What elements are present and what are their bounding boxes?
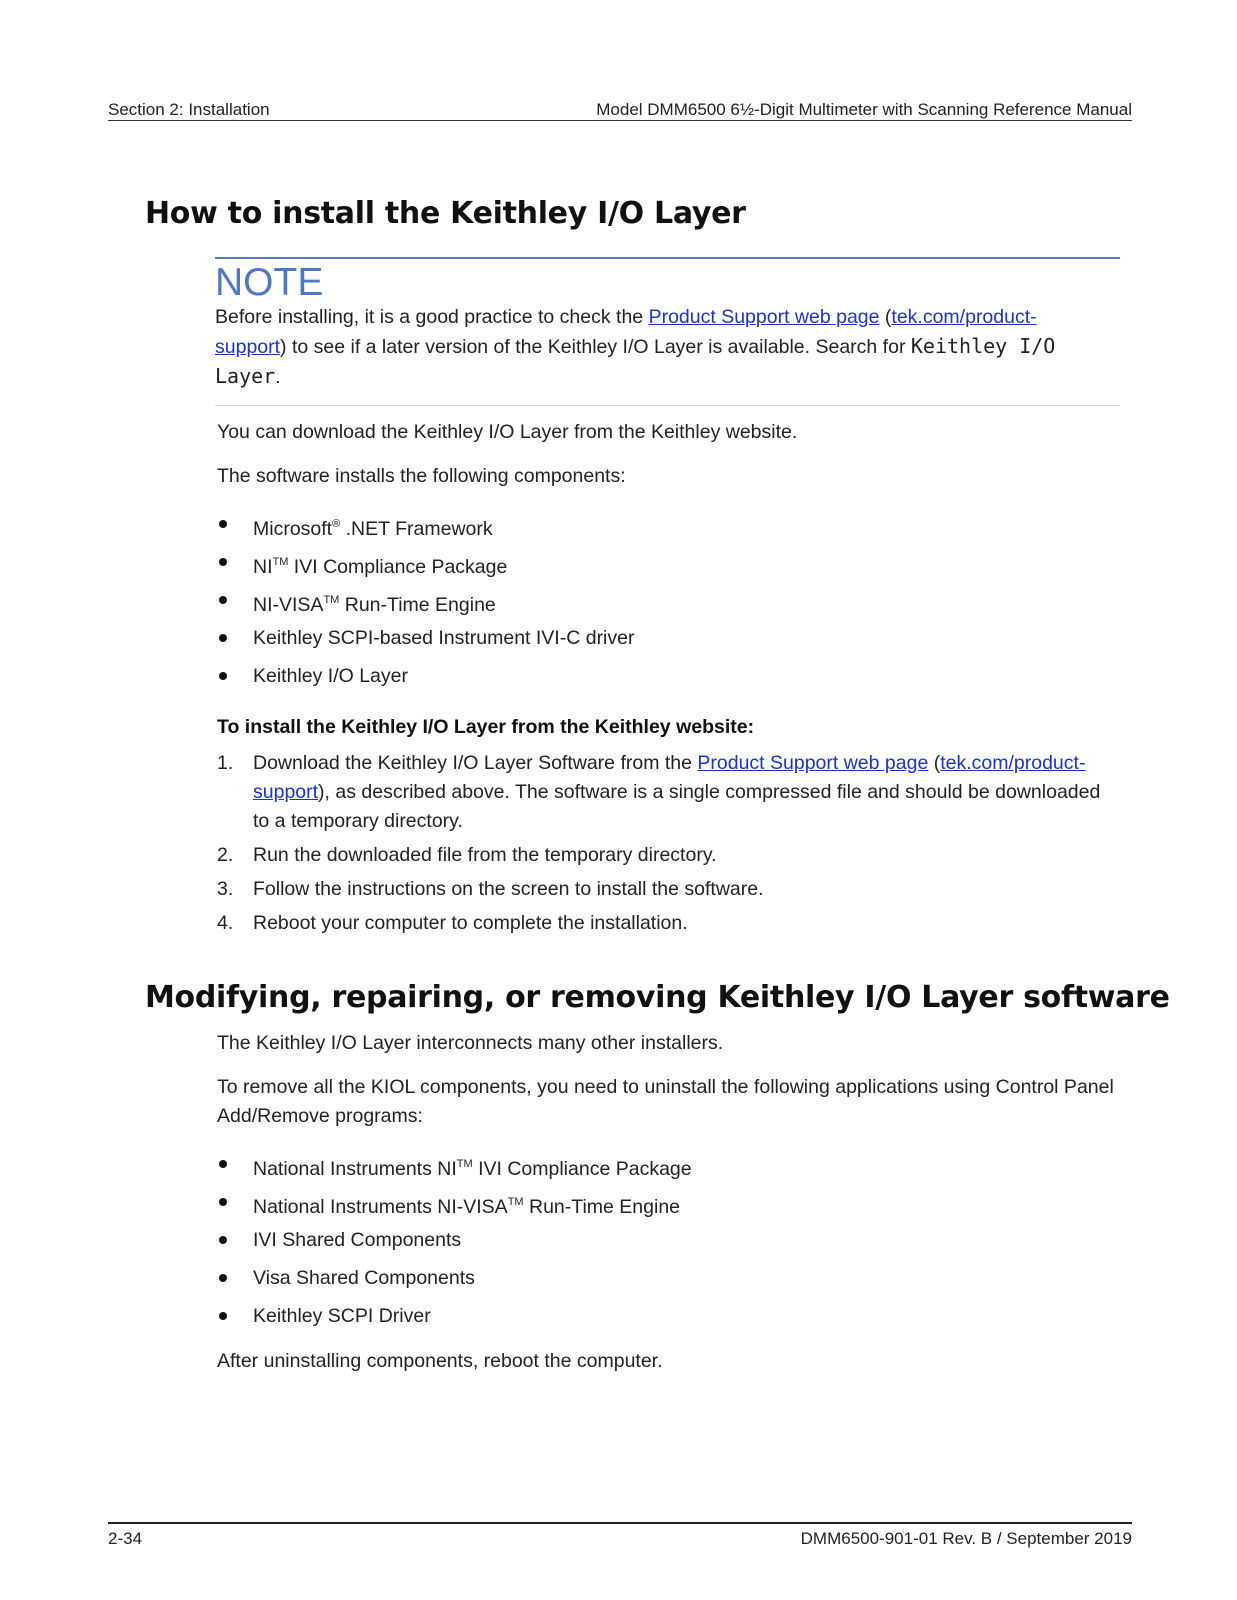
list-item: IVI Shared Components bbox=[217, 1226, 692, 1264]
step-item: 4. Reboot your computer to complete the installation. bbox=[217, 912, 688, 934]
note-text-part: ( bbox=[879, 306, 892, 328]
list-item: NI-VISA™ Run-Time Engine bbox=[217, 586, 634, 624]
list-item: Visa Shared Components bbox=[217, 1264, 692, 1302]
document-revision: DMM6500-901-01 Rev. B / September 2019 bbox=[800, 1529, 1132, 1548]
tek-support-link-step[interactable]: tek.com/product-support bbox=[253, 752, 1086, 803]
search-term: Keithley I/O Layer bbox=[215, 334, 1056, 388]
page-number: 2-34 bbox=[108, 1529, 143, 1548]
components-intro: The software installs the following components: bbox=[217, 465, 626, 487]
note-text bbox=[215, 303, 1095, 392]
list-item: NI™ IVI Compliance Package bbox=[217, 548, 634, 586]
product-support-link-step[interactable]: Product Support web page bbox=[697, 752, 929, 774]
page-header bbox=[108, 98, 1132, 121]
product-support-link[interactable]: Product Support web page bbox=[648, 306, 880, 328]
section2-heading: Modifying, repairing, or removing Keithley I/O Layer software bbox=[145, 980, 1170, 1015]
list-item: Microsoft® .NET Framework bbox=[217, 510, 634, 548]
tek-support-link[interactable]: tek.com/product-support bbox=[215, 306, 1037, 358]
procedure-heading: To install the Keithley I/O Layer from the Keithley website: bbox=[217, 716, 755, 738]
list-item: National Instruments NI-VISA™ Run-Time Engine bbox=[217, 1188, 692, 1226]
note-text-part: ) to see if a later version of the Keithley I/O Layer is available. Search for bbox=[280, 336, 911, 358]
reboot-paragraph: After uninstalling components, reboot the computer. bbox=[217, 1350, 663, 1372]
uninstall-list bbox=[217, 1150, 692, 1340]
list-item: Keithley SCPI-based Instrument IVI-C driver bbox=[217, 624, 634, 662]
uninstall-intro: To remove all the KIOL components, you need to uninstall the following applications using Control Panel Add/Remove programs: bbox=[217, 1076, 1114, 1127]
list-item: National Instruments NI™ IVI Compliance Package bbox=[217, 1150, 692, 1188]
header-section: Section 2: Installation bbox=[108, 100, 270, 119]
note-label: NOTE bbox=[215, 261, 324, 304]
list-item: Keithley SCPI Driver bbox=[217, 1302, 692, 1340]
note-box bbox=[215, 257, 1120, 406]
step-item: 1. Download the Keithley I/O Layer Software from the Product Support web page (tek.com/product-support), as described above. The software is a single compressed file and should be downloaded to a temporary directory. bbox=[217, 752, 1101, 832]
step-item: 3. Follow the instructions on the screen to install the software. bbox=[217, 878, 764, 900]
page-footer bbox=[108, 1522, 1132, 1548]
note-text-part: . bbox=[275, 366, 281, 388]
install-steps bbox=[217, 749, 1117, 943]
note-text-part: Before installing, it is a good practice to check the bbox=[215, 306, 649, 328]
header-manual-title: Model DMM6500 6½-Digit Multimeter with Scanning Reference Manual bbox=[596, 100, 1132, 119]
interconnect-paragraph: The Keithley I/O Layer interconnects many other installers. bbox=[217, 1032, 724, 1054]
components-list bbox=[217, 510, 634, 700]
list-item: Keithley I/O Layer bbox=[217, 662, 634, 700]
step-item: 2. Run the downloaded file from the temporary directory. bbox=[217, 844, 717, 866]
download-paragraph: You can download the Keithley I/O Layer from the Keithley website. bbox=[217, 421, 798, 443]
section1-heading: How to install the Keithley I/O Layer bbox=[145, 196, 746, 231]
